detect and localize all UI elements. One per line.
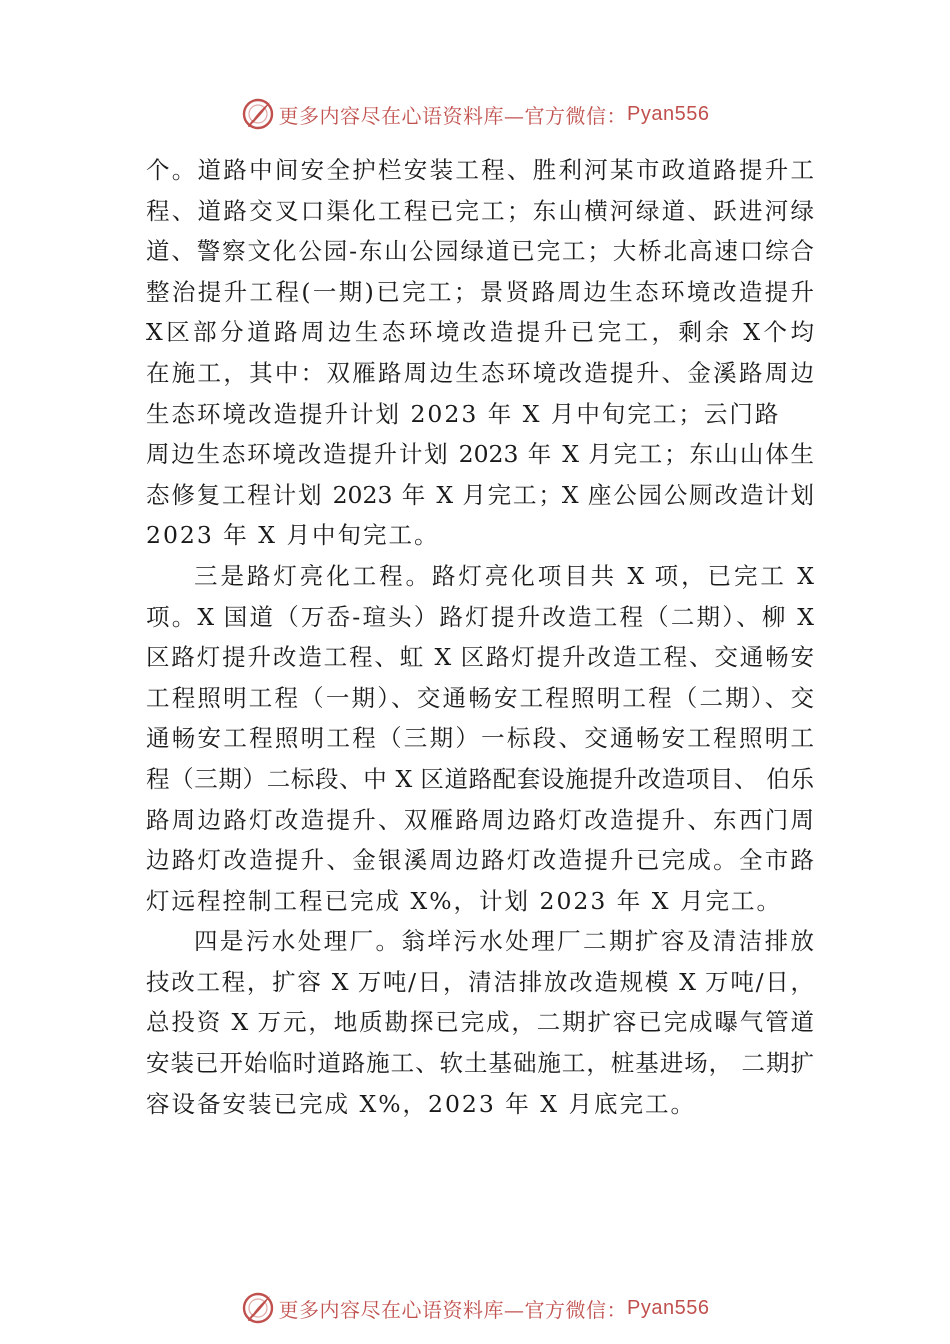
quill-pen-logo-icon: [241, 1291, 275, 1325]
body-line: X区部分道路周边生态环境改造提升已完工，剩余 X个均: [146, 318, 814, 347]
body-line: 生态环境改造提升计划 2023 年 X 月中旬完工；云门路: [146, 399, 781, 428]
body-line: 安装已开始临时道路施工、软土基础施工，桩基进场， 二期扩: [146, 1049, 814, 1078]
body-line: 在施工，其中：双雁路周边生态环境改造提升、金溪路周边: [146, 358, 814, 387]
body-line: 个。道路中间安全护栏安装工程、胜利河某市政道路提升工: [146, 156, 814, 184]
body-line: 总投资 X 万元，地质勘探已完成，二期扩容已完成曝气管道: [146, 1008, 814, 1037]
body-line: 道、警察文化公园-东山公园绿道已完工；大桥北高速口综合: [146, 237, 814, 266]
body-line: 灯远程控制工程已完成 X%，计划 2023 年 X 月完工。: [146, 886, 782, 915]
watermark-text: 更多内容尽在心语资料库—官方微信：: [278, 1297, 628, 1322]
body-line: 整治提升工程(一期)已完工；景贤路周边生态环境改造提升: [146, 277, 814, 306]
body-line: 态修复工程计划 2023 年 X 月完工；X 座公园公厕改造计划: [146, 480, 814, 509]
body-line: 2023 年 X 月中旬完工。: [146, 521, 440, 550]
quill-pen-logo-icon: [241, 97, 275, 131]
body-line: 区路灯提升改造工程、虹 X 区路灯提升改造工程、交通畅安: [146, 643, 814, 672]
body-line: 技改工程，扩容 X 万吨/日，清洁排放改造规模 X 万吨/日，: [146, 967, 814, 996]
watermark-brand: Pyan556: [627, 102, 710, 125]
watermark-brand: Pyan556: [627, 1296, 710, 1319]
body-line: 项。X 国道（万岙-瑄头）路灯提升改造工程（二期）、柳 X: [146, 602, 814, 631]
body-line: 工程照明工程（一期）、交通畅安工程照明工程（二期）、交: [146, 683, 814, 712]
body-line: 通畅安工程照明工程（三期）一标段、交通畅安工程照明工: [146, 724, 814, 753]
paragraph-start-line: 四是污水处理厂。翁垟污水处理厂二期扩容及清洁排放: [194, 927, 814, 956]
watermark-text: 更多内容尽在心语资料库—官方微信：: [278, 103, 628, 128]
body-line: 边路灯改造提升、金银溪周边路灯改造提升已完成。全市路: [146, 846, 814, 875]
body-line: 容设备安装已完成 X%，2023 年 X 月底完工。: [146, 1089, 696, 1118]
body-line: 周边生态环境改造提升计划 2023 年 X 月完工；东山山体生: [146, 440, 814, 469]
body-line: 路周边路灯改造提升、双雁路周边路灯改造提升、东西门周: [146, 805, 814, 834]
body-line: 程（三期）二标段、中 X 区道路配套设施提升改造项目、 伯乐: [146, 764, 814, 793]
header-watermark: [0, 94, 950, 134]
paragraph-start-line: 三是路灯亮化工程。路灯亮化项目共 X 项，已完工 X: [194, 561, 814, 590]
document-body: [146, 150, 814, 1124]
footer-watermark: [0, 1288, 950, 1328]
body-line: 程、道路交叉口渠化工程已完工；东山横河绿道、跃进河绿: [146, 196, 814, 225]
